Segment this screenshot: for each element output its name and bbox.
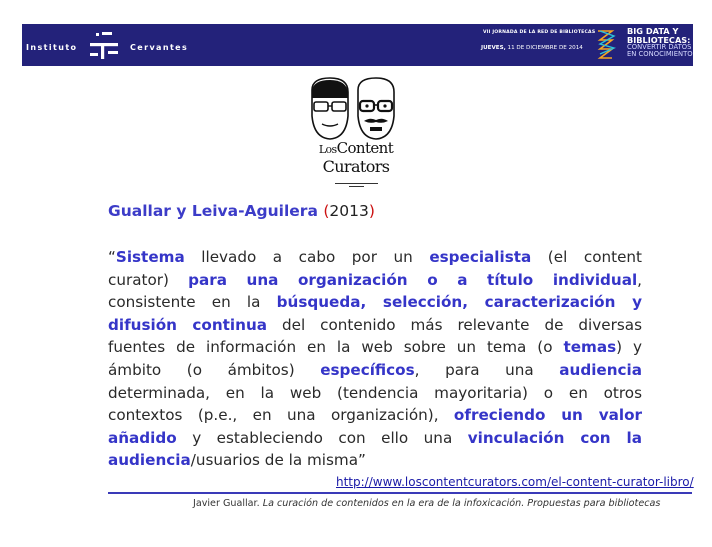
quote-highlight: difusión continua — [108, 315, 268, 334]
big-data-subtitle-line2: EN CONOCIMIENTO — [627, 50, 693, 59]
quote-highlight: temas — [563, 338, 617, 357]
big-data-title-line1: BIG DATA Y — [627, 26, 679, 36]
citation-year: 2013 — [329, 202, 369, 220]
event-title: VII JORNADA DE LA RED DE BIBLIOTECAS — [483, 30, 596, 35]
quote-line — [108, 404, 642, 427]
quote-highlight: específicos — [320, 360, 415, 379]
citation-paren-close: ) — [368, 202, 375, 220]
quote-line — [108, 246, 642, 269]
quote-text: (el content — [531, 248, 642, 266]
quote-line — [108, 269, 642, 292]
quote-line — [108, 314, 642, 337]
event-date-rest: 11 DE DICIEMBRE DE 2014 — [505, 45, 583, 51]
quote-text: ) y — [616, 338, 642, 357]
quote-text: llevado a cabo por un — [184, 248, 430, 266]
source-link[interactable]: http://www.loscontentcurators.com/el-content-curator-libro/ — [336, 475, 694, 489]
quote-text: del contenido más relevante de diversas — [267, 315, 642, 334]
quote-line — [108, 449, 642, 472]
quote-text: determinada, en la web (tendencia mayoritaria) o en otros — [108, 383, 642, 402]
quote-highlight: audiencia — [559, 360, 642, 379]
wordmark-curators: Curators — [322, 157, 390, 176]
institute-label-right: Cervantes — [130, 43, 189, 52]
quote-text: , — [637, 270, 642, 289]
quote-highlight: audiencia — [108, 451, 191, 470]
wordmark-line1 — [316, 140, 396, 158]
quote-line — [108, 336, 642, 359]
quote-text: contextos (p.e., en una organización), — [108, 406, 454, 425]
big-data-subtitle-line1: CONVERTIR DATOS — [627, 43, 692, 51]
quote-text: curator) — [108, 270, 189, 289]
quote-text: consistente en la — [108, 293, 277, 312]
header-banner — [22, 24, 693, 66]
content-curators-faces-icon — [306, 76, 400, 142]
quote-highlight: especialista — [429, 248, 532, 266]
quote-highlight: para una organización o a título individual — [188, 270, 638, 289]
quote-highlight: búsqueda, selección, caracterización y — [276, 293, 642, 312]
definition-quote — [108, 246, 642, 472]
quote-text: fuentes de información en la web sobre un tema (o — [108, 338, 564, 357]
wordmark-content: Content — [336, 139, 394, 157]
big-data-title-line2: BIBLIOTECAS: — [627, 34, 691, 45]
quote-text: ámbito (o ámbitos) — [108, 360, 321, 379]
citation-heading — [108, 202, 375, 220]
quote-highlight: ofreciendo un valor — [453, 406, 642, 425]
citation-paren-open: ( — [323, 202, 330, 220]
big-data-logo-icon — [596, 28, 616, 62]
event-date — [481, 45, 583, 51]
wordmark-rule — [335, 183, 378, 184]
footer-title: La curación de contenidos en la era de la infoxicación. Propuestas para bibliotecas — [262, 498, 661, 509]
quote-highlight: vinculación con la — [467, 428, 642, 447]
quote-highlight: Sistema — [115, 248, 185, 266]
quote-text: “ — [108, 248, 116, 266]
wordmark-los: Los — [318, 143, 337, 156]
wordmark-rule-short — [349, 186, 364, 187]
institute-label-left: Instituto — [26, 43, 78, 52]
content-curators-wordmark — [316, 140, 396, 175]
footer-reference — [193, 498, 660, 509]
quote-text: /usuarios de la misma” — [190, 451, 366, 470]
event-date-day: JUEVES, — [481, 45, 506, 51]
quote-highlight: añadido — [108, 428, 177, 447]
citation-authors: Guallar y Leiva-Aguilera — [108, 202, 324, 220]
big-data-title — [627, 27, 690, 44]
quote-line — [108, 427, 642, 450]
quote-text: y estableciendo con ello una — [176, 428, 468, 447]
footer-divider — [108, 492, 692, 494]
instituto-cervantes-logo-icon — [86, 31, 122, 61]
footer-author: Javier Guallar. — [193, 498, 263, 509]
quote-text: , para una — [414, 360, 560, 379]
quote-line — [108, 359, 642, 382]
big-data-subtitle — [627, 44, 693, 59]
quote-line — [108, 291, 642, 314]
quote-line — [108, 382, 642, 405]
